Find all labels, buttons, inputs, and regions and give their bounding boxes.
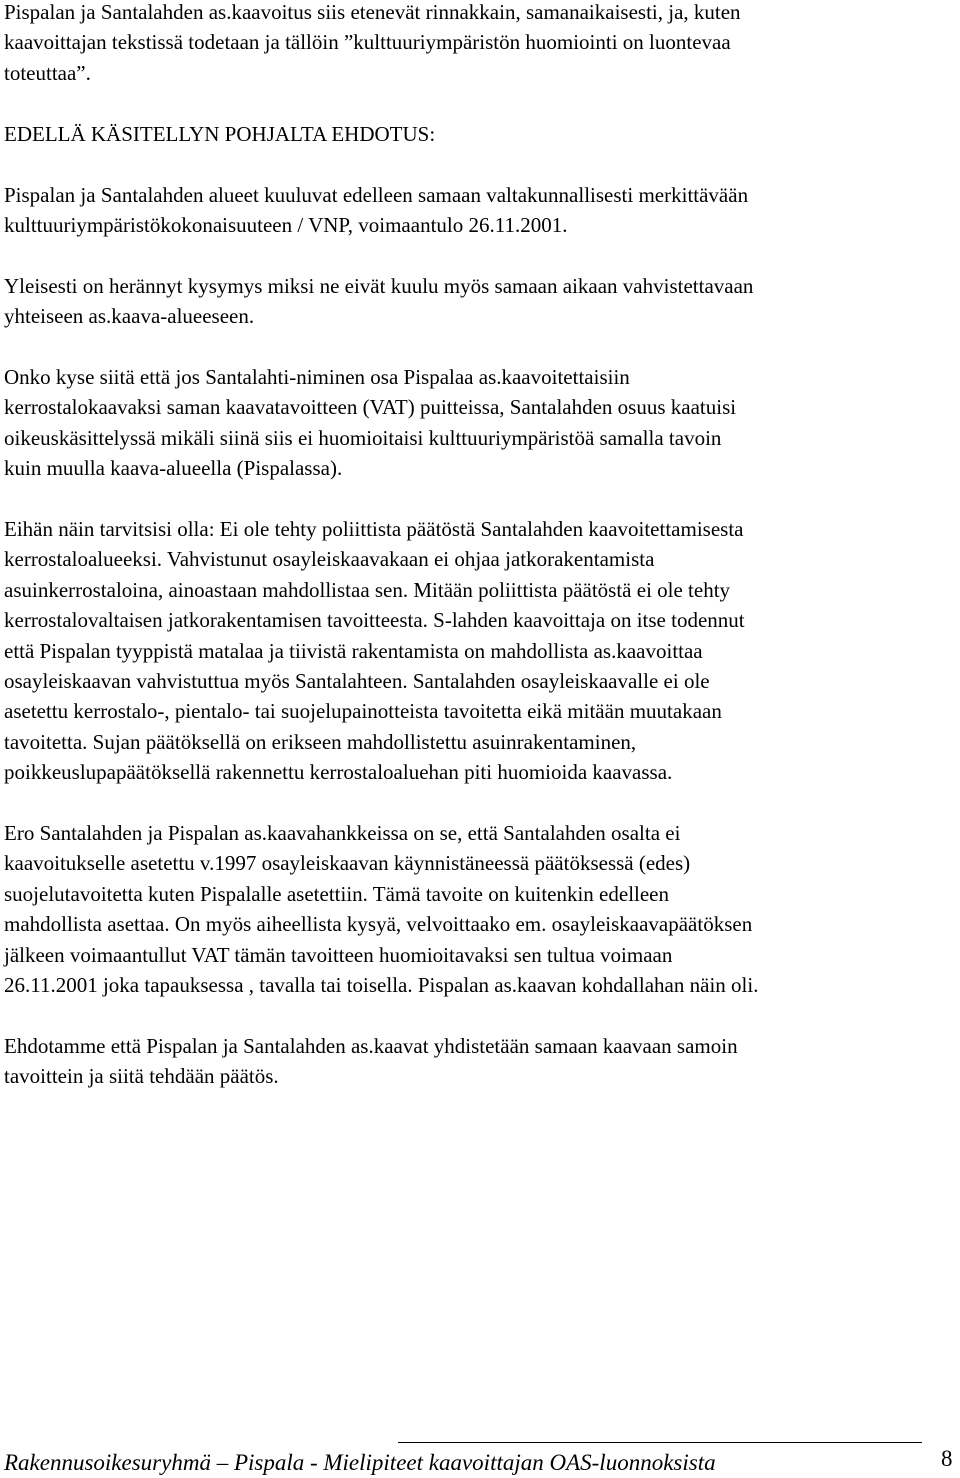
paragraph-question (4, 271, 956, 332)
text-line: toteuttaa”. (4, 60, 91, 85)
paragraph-santalahti (4, 362, 956, 484)
text-line: Eihän näin tarvitsisi olla: Ei ole tehty poliittista päätöstä Santalahden kaavoitettamisesta (4, 517, 744, 541)
text-line: oikeuskäsittelyssä mikäli siinä siis ei huomioitaisi kulttuuriympäristöä samalla tavoin (4, 425, 722, 450)
text-line: kuin muulla kaava-alueella (Pispalassa). (4, 456, 343, 481)
paragraph-proposal (4, 1031, 956, 1092)
text-line: Onko kyse siitä että jos Santalahti-niminen osa Pispalaa as.kaavoitettaisiin (4, 365, 630, 389)
text-line: kerrostalovaltaisen jatkorakentamisen tavoitteesta. S-lahden kaavoittaja on itse todennut (4, 608, 745, 633)
text-line: EDELLÄ KÄSITELLYN POHJALTA EHDOTUS: (4, 122, 436, 146)
text-line: asetettu kerrostalo-, pientalo- tai suojelupainotteista tavoitetta eikä mitään muutakaan (4, 699, 722, 724)
text-line: Ero Santalahden ja Pispalan as.kaavahankkeissa on se, että Santalahden osalta ei (4, 821, 681, 845)
paragraph-parallel-planning (4, 0, 956, 88)
text-line: poikkeuslupapäätöksellä rakennettu kerrostaloaluehan piti huomioida kaavassa. (4, 760, 673, 785)
text-line: tavoitetta. Sujan päätöksellä on erikseen mahdollistettu asuinrakentaminen, (4, 729, 637, 754)
footer-title: Rakennusoikesuryhmä – Pispala - Mielipiteet kaavoittajan OAS-luonnoksista (4, 1450, 716, 1475)
text-line: 26.11.2001 joka tapauksessa , tavalla tai toisella. Pispalan as.kaavan kohdallahan näin oli. (4, 972, 759, 997)
footer-divider (398, 1442, 922, 1443)
text-line: mahdollista asettaa. On myös aiheellista kysyä, velvoittaako em. osayleiskaavapäätöksen (4, 912, 753, 937)
text-line: kerrostaloalueeksi. Vahvistunut osayleiskaavakaan ei ohjaa jatkorakentamista (4, 547, 655, 572)
text-line: Yleisesti on herännyt kysymys miksi ne eivät kuulu myös samaan aikaan vahvistettavaan (4, 274, 754, 298)
text-line: kaavoitukselle asetettu v.1997 osayleiskaavan käynnistäneessä päätöksessä (edes) (4, 851, 691, 876)
text-line: että Pispalan tyyppistä matalaa ja tiivistä rakentamista on mahdollista as.kaavoittaa (4, 638, 703, 663)
section-heading (4, 119, 956, 149)
text-line: Pispalan ja Santalahden alueet kuuluvat edelleen samaan valtakunnallisesti merkittävään (4, 183, 749, 207)
paragraph-political-decision (4, 514, 956, 788)
page-number: 8 (941, 1446, 953, 1471)
text-line: jälkeen voimaantullut VAT tämän tavoitteen huomioitavaksi sen tultua voimaan (4, 942, 673, 967)
text-line: tavoittein ja siitä tehdään päätös. (4, 1064, 279, 1089)
text-line: kulttuuriympäristökokonaisuuteen / VNP, voimaantulo 26.11.2001. (4, 213, 568, 238)
text-line: suojelutavoitetta kuten Pispalalle asetettiin. Tämä tavoite on kuitenkin edelleen (4, 881, 670, 906)
text-line: kaavoittajan tekstissä todetaan ja tällöin ”kulttuuriympäristön huomiointi on luontevaa (4, 30, 731, 55)
paragraph-areas (4, 180, 956, 241)
text-line: kerrostalokaavaksi saman kaavatavoitteen (VAT) puitteissa, Santalahden osuus kaatuisi (4, 395, 737, 420)
text-line: Ehdotamme että Pispalan ja Santalahden as.kaavat yhdistetään samaan kaavaan samoin (4, 1034, 738, 1058)
text-line: asuinkerrostaloina, ainoastaan mahdollistaa sen. Mitään poliittista päätöstä ei ole tehty (4, 577, 731, 602)
paragraph-difference (4, 818, 956, 1000)
text-line: Pispalan ja Santalahden as.kaavoitus siis etenevät rinnakkain, samanaikaisesti, ja, kuten (4, 0, 741, 24)
text-line: osayleiskaavan vahvistuttua myös Santalahteen. Santalahden osayleiskaavalle ei ole (4, 668, 710, 693)
text-line: yhteiseen as.kaava-alueeseen. (4, 304, 255, 329)
